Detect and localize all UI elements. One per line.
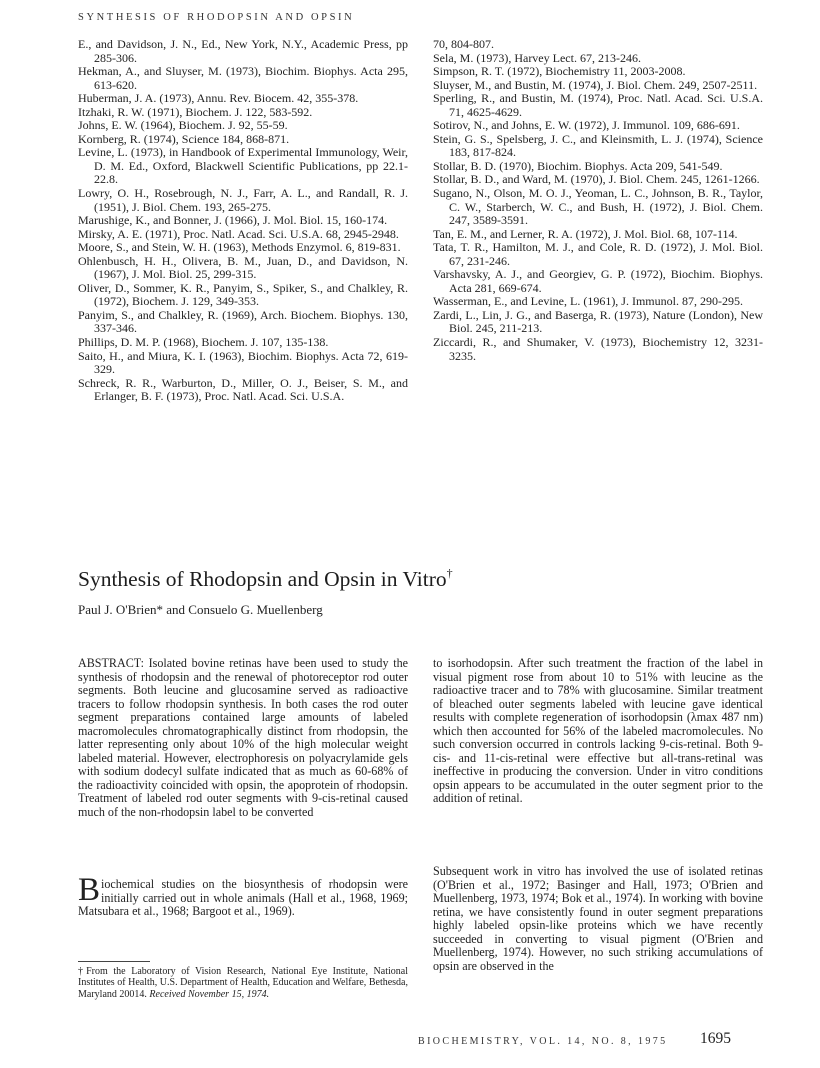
title-footnote-mark: † [446, 566, 453, 580]
reference-item: Moore, S., and Stein, W. H. (1963), Methods Enzymol. 6, 819-831. [78, 240, 401, 255]
article-title [78, 566, 453, 592]
page-number: 1695 [700, 1030, 731, 1047]
body-left-column [78, 872, 408, 919]
reference-item: Varshavsky, A. J., and Georgiev, G. P. (1972), Biochim. Biophys. Acta 281, 669-674. [433, 267, 763, 295]
reference-item: Ohlenbusch, H. H., Olivera, B. M., Juan, D., and Davidson, N. (1967), J. Mol. Biol. 25, 299-315. [78, 253, 408, 282]
references-right-column [433, 38, 763, 363]
footnote-text: †From the Laboratory of Vision Research, National Eye Institute, National Institutes of Health, U.S. Department of Health, Education and Welfare, Bethesda, Maryland 20014. [78, 966, 408, 1000]
body-right-column: Subsequent work in vitro has involved the use of isolated retinas (O'Brien et al., 1972; Basinger and Hall, 1973; O'Brien and Muellenberg, 1973, 1974; Bok et al., 1974). In working with bovine retina, we have consistently found in outer segment preparations highly labeled opsin-like proteins which we have recently succeeded in converting to visual pigment (O'Brien and Muellenberg, 1974). However, no such striking accumulations of opsin are observed in the [433, 864, 763, 973]
reference-item: Stollar, B. D. (1970), Biochim. Biophys. Acta 209, 541-549. [433, 158, 723, 173]
reference-item: Tan, E. M., and Lerner, R. A. (1972), J. Mol. Biol. 68, 107-114. [433, 226, 738, 241]
reference-item: Sluyser, M., and Bustin, M. (1974), J. Biol. Chem. 249, 2507-2511. [433, 77, 758, 92]
reference-item: Sotirov, N., and Johns, E. W. (1972), J. Immunol. 109, 686-691. [433, 118, 740, 133]
reference-item: Marushige, K., and Bonner, J. (1966), J. Mol. Biol. 15, 160-174. [78, 213, 388, 228]
reference-item: Oliver, D., Sommer, K. R., Panyim, S., Spiker, S., and Chalkley, R. (1972), Biochem. J. 129, 349-353. [78, 280, 408, 309]
author-list: Paul J. O'Brien* and Consuelo G. Muellenberg [78, 602, 323, 617]
reference-item: Wasserman, E., and Levine, L. (1961), J. Immunol. 87, 290-295. [433, 294, 743, 309]
body-text: iochemical studies on the biosynthesis of rhodopsin were initially carried out in whole animals (Hall et al., 1968, 1969; Matsubara et al., 1968; Bargoot et al., 1969). [78, 877, 408, 919]
affiliation-footnote [78, 966, 408, 1000]
abstract-text: Isolated bovine retinas have been used to study the synthesis of rhodopsin and the renewal of photoreceptor rod outer segments. Both leucine and glucosamine served as radioactive tracers to follow rhodopsin synthesis. In both cases the rod outer segment preparations contained large amounts of labeled macromolecules chromatographically distinct from rhodopsin, the latter representing only about 10% of the high molecular weight labeled material. However, electrophoresis on polyacrylamide gels with sodium dodecyl sulfate indicated that as much as 60-68% of the radioactivity coincided with opsin, the apoprotein of rhodopsin. Treatment of labeled rod outer segments with 9-cis-retinal caused much of the non-rhodopsin label to be converted [78, 656, 408, 820]
reference-item: E., and Davidson, J. N., Ed., New York, N.Y., Academic Press, pp 285-306. [78, 37, 408, 65]
reference-item: Huberman, J. A. (1973), Annu. Rev. Biocem. 42, 355-378. [78, 91, 359, 106]
reference-item: Lowry, O. H., Rosebrough, N. J., Farr, A. L., and Randall, R. J. (1951), J. Biol. Chem. 193, 265-275. [78, 186, 408, 214]
reference-item: 70, 804-807. [433, 37, 494, 51]
reference-item: Schreck, R. R., Warburton, D., Miller, O. J., Beiser, S. M., and Erlanger, B. F. (1973), Proc. Natl. Acad. Sci. U.S.A. [78, 375, 408, 404]
drop-cap: B [78, 872, 101, 908]
reference-item: Phillips, D. M. P. (1968), Biochem. J. 107, 135-138. [78, 335, 329, 350]
reference-item: Ziccardi, R., and Shumaker, V. (1973), Biochemistry 12, 3231- 3235. [433, 335, 763, 363]
reference-item: Stein, G. S., Spelsberg, J. C., and Kleinsmith, L. J. (1974), Science 183, 817-824. [433, 131, 763, 160]
abstract-left-column [78, 657, 408, 820]
reference-item: Sela, M. (1973), Harvey Lect. 67, 213-246. [433, 50, 641, 65]
references-left-column [78, 38, 408, 404]
reference-item: Panyim, S., and Chalkley, R. (1969), Arch. Biochem. Biophys. 130, 337-346. [78, 307, 408, 336]
reference-item: Johns, E. W. (1964), Biochem. J. 92, 55-59. [78, 118, 288, 133]
running-title: SYNTHESIS OF RHODOPSIN AND OPSIN [78, 12, 355, 23]
received-date: Received November 15, 1974. [149, 988, 270, 1000]
abstract-right-column: to isorhodopsin. After such treatment the fraction of the label in visual pigment rose from about 10 to 51% with leucine as the radioactive tracer and to 78% with glucosamine. Similar treatment of bleached outer segments labeled with leucine gave identical results with complete regeneration of isorhodopsin (λmax 487 nm) which then accounted for 56% of the labeled macromolecules. No such conversion occurred in controls lacking 9-cis-retinal. Both 9-cis- and 11-cis-retinal were effective but all-trans-retinal was ineffective in producing the conversion. Under in vitro conditions opsin appears to be accumulated in the outer segment prior to the addition of retinal. [433, 656, 763, 806]
reference-item: Sperling, R., and Bustin, M. (1974), Proc. Natl. Acad. Sci. U.S.A. 71, 4625-4629. [433, 91, 763, 119]
footnote-divider [78, 961, 150, 962]
abstract-label: ABSTRACT: [78, 656, 144, 670]
reference-item: Levine, L. (1973), in Handbook of Experimental Immunology, Weir, D. M. Ed., Oxford, Blackwell Scientific Publications, pp 22.1-22.8. [78, 145, 408, 187]
reference-item: Simpson, R. T. (1972), Biochemistry 11, 2003-2008. [433, 64, 686, 79]
reference-item: Hekman, A., and Sluyser, M. (1973), Biochim. Biophys. Acta 295, 613-620. [78, 64, 408, 92]
article-title-text: Synthesis of Rhodopsin and Opsin in Vitro [78, 567, 447, 591]
journal-citation: BIOCHEMISTRY, VOL. 14, NO. 8, 1975 [418, 1036, 668, 1047]
reference-item: Mirsky, A. E. (1971), Proc. Natl. Acad. Sci. U.S.A. 68, 2945-2948. [78, 226, 399, 241]
reference-item: Stollar, B. D., and Ward, M. (1970), J. Biol. Chem. 245, 1261-1266. [433, 172, 760, 187]
reference-item: Tata, T. R., Hamilton, M. J., and Cole, R. D. (1972), J. Mol. Biol. 67, 231-246. [433, 240, 763, 268]
reference-item: Itzhaki, R. W. (1971), Biochem. J. 122, 583-592. [78, 104, 313, 119]
reference-item: Saito, H., and Miura, K. I. (1963), Biochim. Biophys. Acta 72, 619-329. [78, 348, 408, 377]
reference-item: Kornberg, R. (1974), Science 184, 868-871. [78, 131, 290, 146]
reference-item: Sugano, N., Olson, M. O. J., Yeoman, L. C., Johnson, B. R., Taylor, C. W., Starberch, W. C., and Bush, H. (1972), J. Biol. Chem. 247, 3589-3591. [433, 186, 763, 228]
reference-item: Zardi, L., Lin, J. G., and Baserga, R. (1973), Nature (London), New Biol. 245, 211-213. [433, 307, 763, 336]
